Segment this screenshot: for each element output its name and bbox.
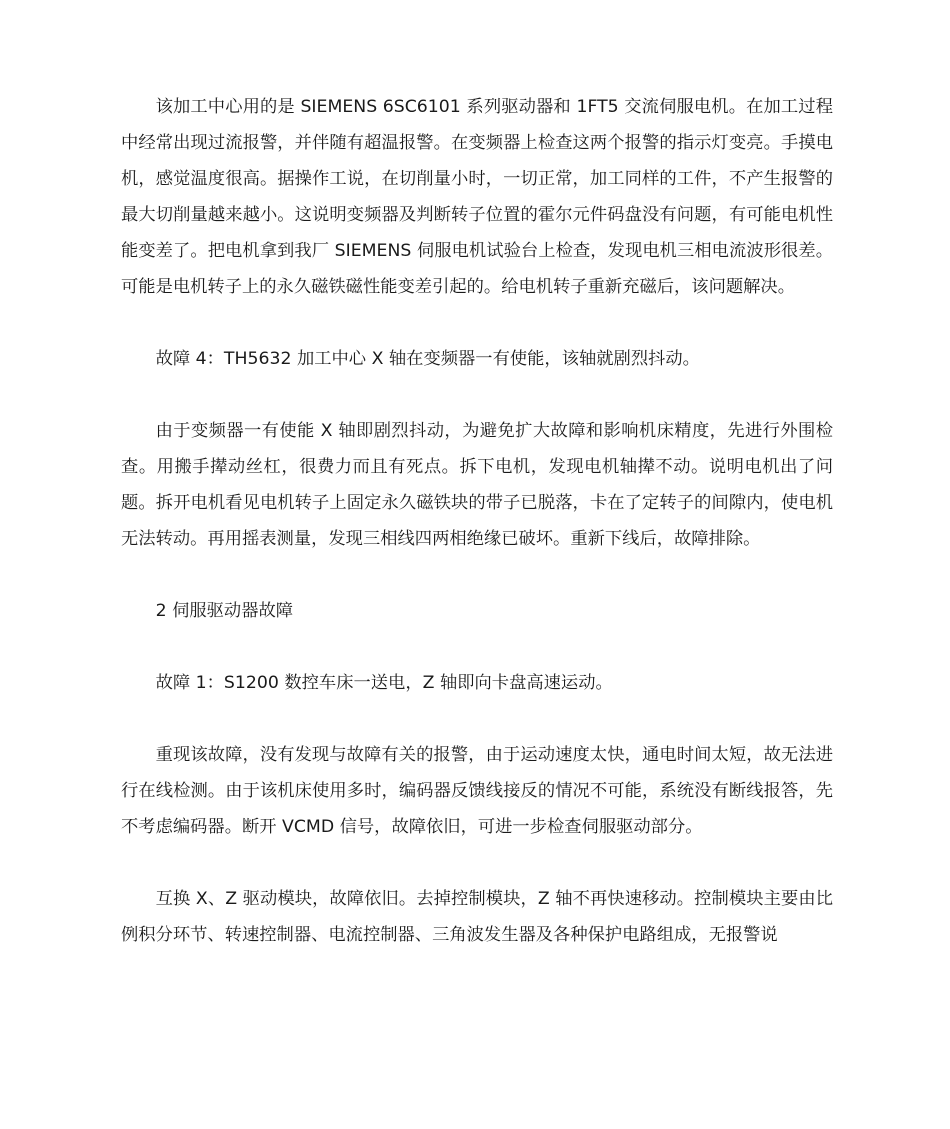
paragraph-motor-diagnosis: 该加工中心用的是 SIEMENS 6SC6101 系列驱动器和 1FT5 交流伺服电机。在加工过程中经常出现过流报警，并伴随有超温报警。在变频器上检查这两个报警的指示灯变亮。手摸电机，感觉温度很高。据操作工说，在切削量小时，一切正常，加工同样的工件，不产生报警的最大切削量越来越小。这说明变频器及判断转子位置的霍尔元件码盘没有问题，有可能电机性能变差了。把电机拿到我厂 SIEMENS 伺服电机试验台上检查，发现电机三相电流波形很差。可能是电机转子上的永久磁铁磁性能变差引起的。给电机转子重新充磁后，该问题解决。	[121, 97, 833, 297]
paragraph-fault-4-title: 故障 4：TH5632 加工中心 X 轴在变频器一有使能，该轴就剧烈抖动。	[155, 349, 700, 369]
section-heading-servo-driver-fault: 2 伺服驱动器故障	[155, 601, 294, 621]
paragraph-fault-4-analysis: 由于变频器一有使能 X 轴即剧烈抖动，为避免扩大故障和影响机床精度，先进行外围检查。用搬手撵动丝杠，很费力而且有死点。拆下电机，发现电机轴撵不动。说明电机出了问题。拆开电机看见电机转子上固定永久磁铁块的带子已脱落，卡在了定转子的间隙内，使电机无法转动。再用摇表测量，发现三相线四两相绝缘已破坏。重新下线后，故障排除。	[121, 421, 833, 549]
paragraph-fault-1-analysis: 重现该故障，没有发现与故障有关的报警，由于运动速度太快，通电时间太短，故无法进行在线检测。由于该机床使用多时，编码器反馈线接反的情况不可能，系统没有断线报答，先不考虑编码器。断开 VCMD 信号，故障依旧，可进一步检查伺服驱动部分。	[121, 745, 833, 837]
document-body	[121, 89, 833, 953]
paragraph-fault-1-title: 故障 1：S1200 数控车床一送电，Z 轴即向卡盘高速运动。	[155, 673, 613, 693]
paragraph-module-swap: 互换 X、Z 驱动模块，故障依旧。去掉控制模块，Z 轴不再快速移动。控制模块主要由比例积分环节、转速控制器、电流控制器、三角波发生器及各种保护电路组成，无报警说	[121, 889, 833, 945]
